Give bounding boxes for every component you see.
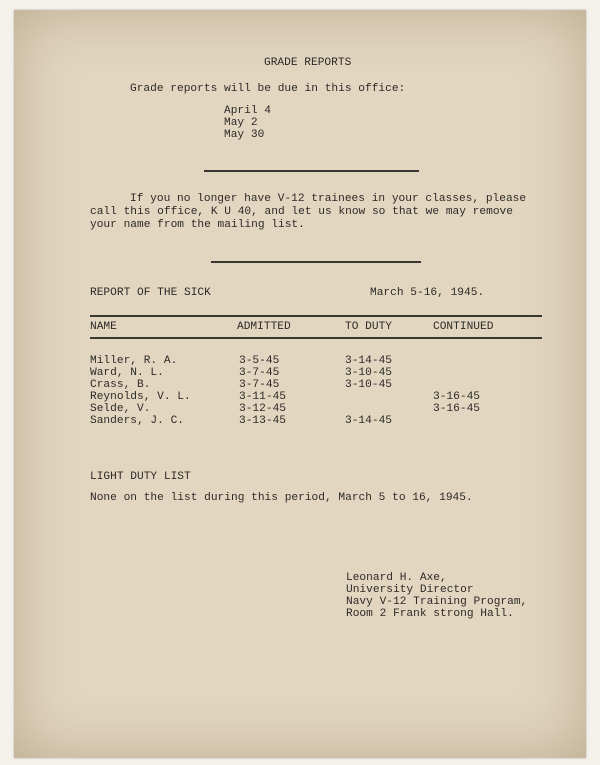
notice-line: call this office, K U 40, and let us know so that we may remove <box>90 206 513 218</box>
grade-reports-intro: Grade reports will be due in this office: <box>130 83 406 95</box>
grade-report-date: May 30 <box>224 129 265 141</box>
row-admitted: 3-7-45 <box>239 367 280 379</box>
section-divider <box>211 261 421 263</box>
row-continued: 3-16-45 <box>433 391 480 403</box>
row-admitted: 3-7-45 <box>239 379 280 391</box>
row-admitted: 3-11-45 <box>239 391 286 403</box>
row-to-duty: 3-10-45 <box>345 379 392 391</box>
row-name: Ward, N. L. <box>90 367 164 379</box>
grade-report-date: April 4 <box>224 105 271 117</box>
light-duty-title: LIGHT DUTY LIST <box>90 471 191 483</box>
row-to-duty: 3-14-45 <box>345 355 392 367</box>
row-continued: 3-16-45 <box>433 403 480 415</box>
column-header-to-duty: TO DUTY <box>345 321 392 333</box>
light-duty-text: None on the list during this period, March 5 to 16, 1945. <box>90 492 473 504</box>
row-to-duty: 3-14-45 <box>345 415 392 427</box>
column-header-continued: CONTINUED <box>433 321 494 333</box>
row-name: Miller, R. A. <box>90 355 178 367</box>
signature-line: Room 2 Frank strong Hall. <box>346 608 514 620</box>
row-admitted: 3-13-45 <box>239 415 286 427</box>
section-divider <box>204 170 419 172</box>
column-header-name: NAME <box>90 321 117 333</box>
row-admitted: 3-12-45 <box>239 403 286 415</box>
row-name: Reynolds, V. L. <box>90 391 191 403</box>
signature-line: Navy V-12 Training Program, <box>346 596 528 608</box>
row-name: Crass, B. <box>90 379 151 391</box>
grade-reports-title: GRADE REPORTS <box>264 57 352 69</box>
document-page <box>14 10 586 758</box>
row-admitted: 3-5-45 <box>239 355 280 367</box>
row-name: Selde, V. <box>90 403 151 415</box>
table-header-rule <box>90 337 542 339</box>
table-top-rule <box>90 315 542 317</box>
notice-line: your name from the mailing list. <box>90 219 305 231</box>
sick-report-title: REPORT OF THE SICK <box>90 287 211 299</box>
column-header-admitted: ADMITTED <box>237 321 291 333</box>
signature-line: Leonard H. Axe, <box>346 572 447 584</box>
notice-line: If you no longer have V-12 trainees in your classes, please <box>130 193 527 205</box>
row-name: Sanders, J. C. <box>90 415 184 427</box>
grade-report-date: May 2 <box>224 117 258 129</box>
signature-line: University Director <box>346 584 474 596</box>
row-to-duty: 3-10-45 <box>345 367 392 379</box>
sick-report-period: March 5-16, 1945. <box>370 287 485 299</box>
